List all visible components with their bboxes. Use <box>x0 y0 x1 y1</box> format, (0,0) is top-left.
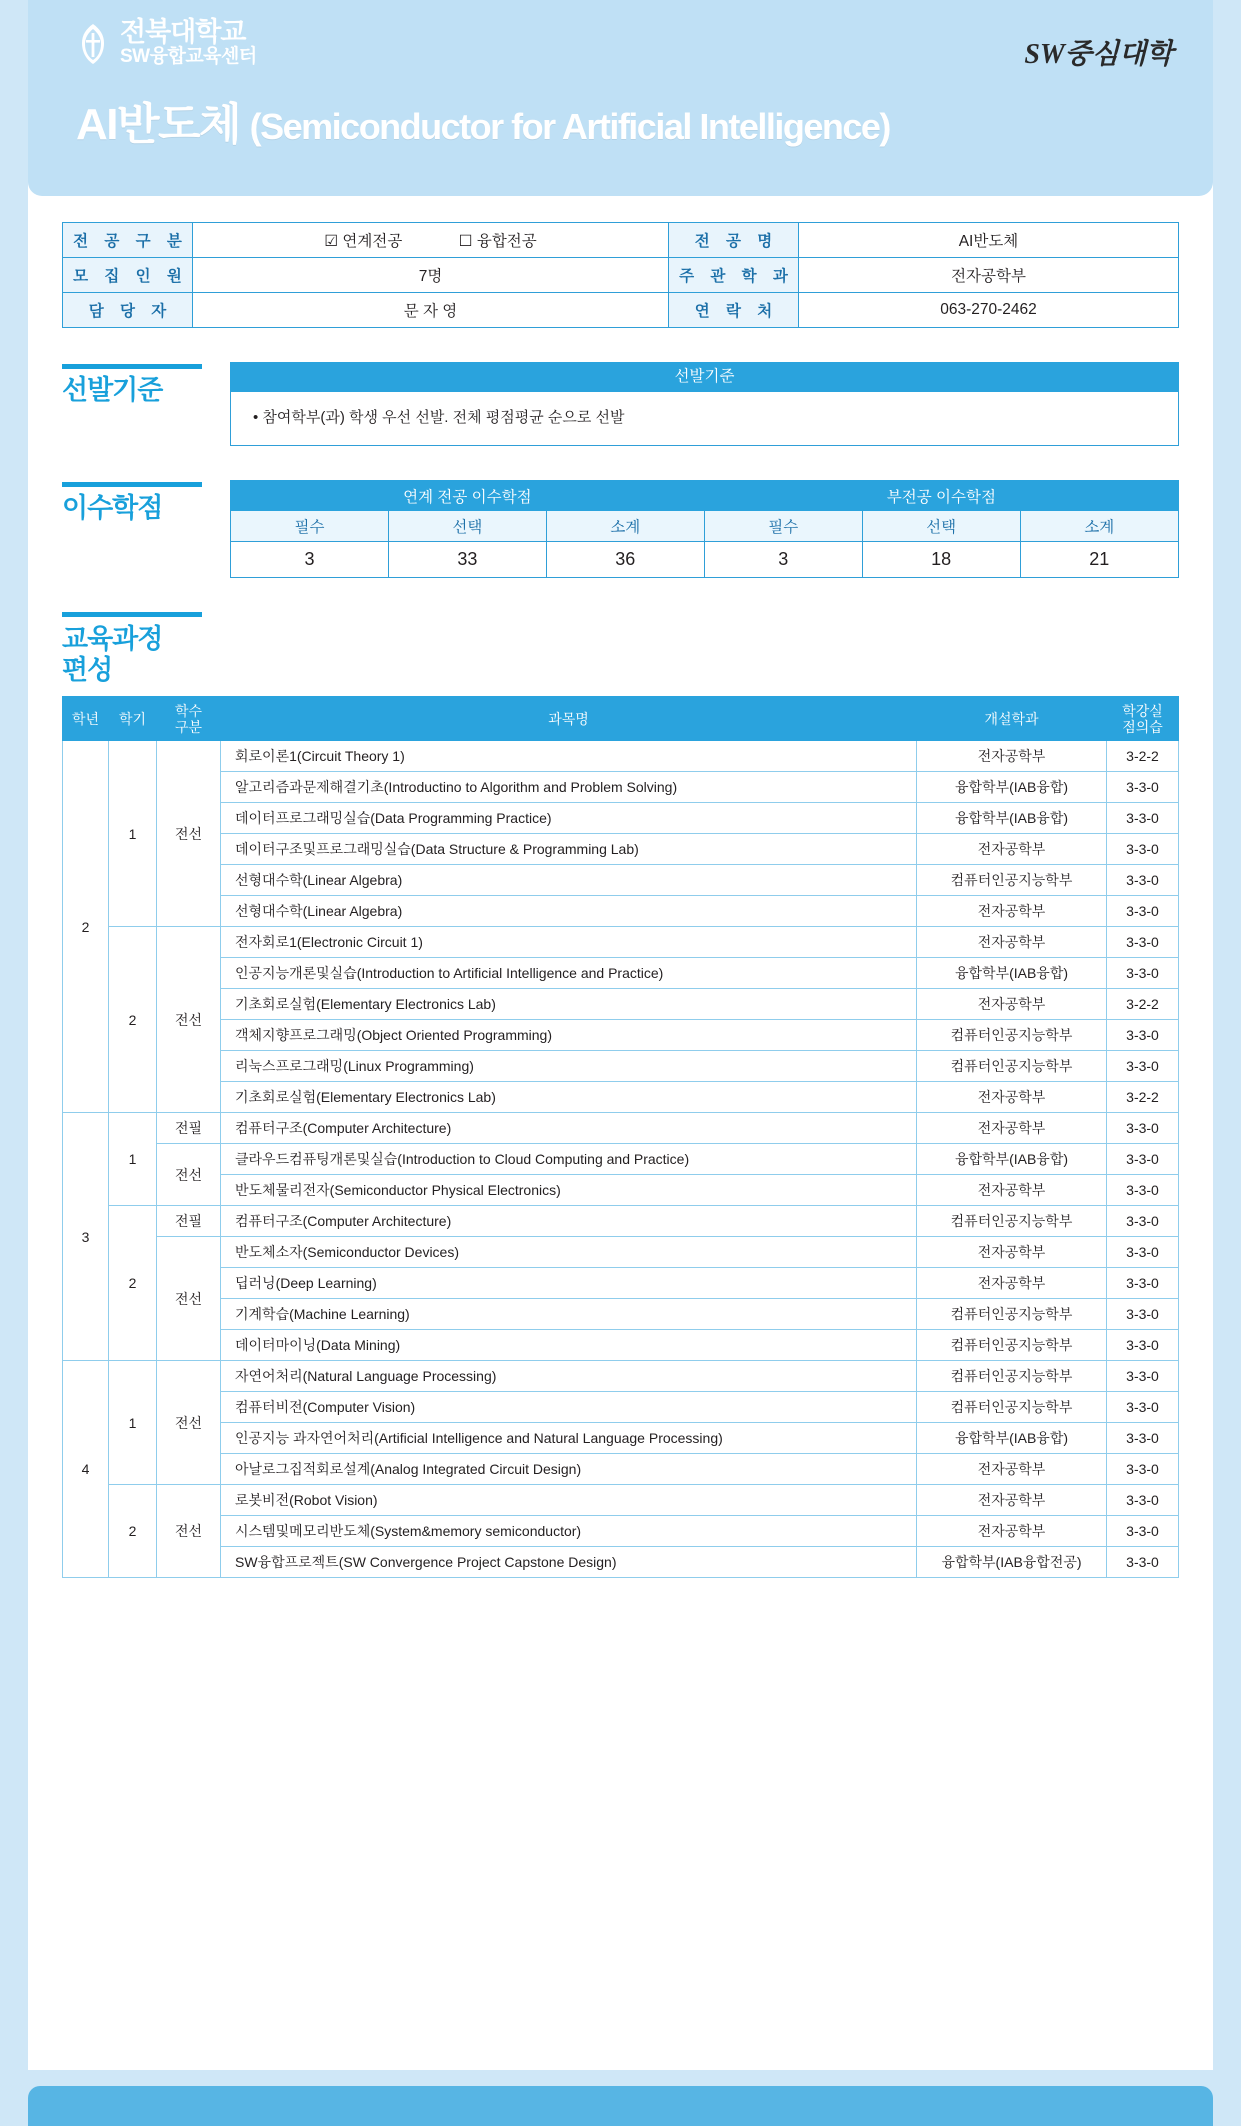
section-bar <box>62 364 202 369</box>
credits-subheader-4: 선택 <box>862 511 1020 542</box>
cell-type: 전선 <box>157 1144 221 1206</box>
value-manager: 문 자 영 <box>193 293 669 328</box>
cell-subject: 컴퓨터구조(Computer Architecture) <box>221 1206 917 1237</box>
cell-type: 전선 <box>157 741 221 927</box>
footer-accent-bar <box>28 2086 1213 2126</box>
table-row <box>63 896 1179 927</box>
table-row <box>63 1113 1179 1144</box>
cell-semester: 1 <box>109 1113 157 1206</box>
table-row <box>63 1547 1179 1578</box>
cell-dept: 융합학부(IAB융합) <box>917 958 1107 989</box>
credits-subheader-row <box>231 511 1179 542</box>
section-bar <box>62 612 202 617</box>
curriculum-section-title <box>62 624 1179 686</box>
cell-dept: 융합학부(IAB융합) <box>917 772 1107 803</box>
cell-credit: 3-3-0 <box>1107 1299 1179 1330</box>
selection-criteria-text: • 참여학부(과) 학생 우선 선발. 전체 평점평균 순으로 선발 <box>230 392 1179 446</box>
credits-value-5: 21 <box>1020 542 1178 578</box>
table-row <box>63 1206 1179 1237</box>
cell-subject: 기초회로실험(Elementary Electronics Lab) <box>221 1082 917 1113</box>
curriculum-body <box>63 741 1179 1578</box>
cell-type: 전필 <box>157 1113 221 1144</box>
credits-title-wrap <box>62 480 230 524</box>
credits-value-2: 36 <box>546 542 704 578</box>
credits-group-minor: 부전공 이수학점 <box>704 481 1178 511</box>
cell-subject: 알고리즘과문제해결기초(Introductino to Algorithm and Problem Solving) <box>221 772 917 803</box>
cell-subject: 선형대수학(Linear Algebra) <box>221 896 917 927</box>
header-credit: 학강실 점의습 <box>1107 697 1179 741</box>
credits-group-header-row <box>231 481 1179 511</box>
cell-subject: 아날로그집적회로설계(Analog Integrated Circuit Design) <box>221 1454 917 1485</box>
curriculum-section <box>62 612 1179 1578</box>
cell-subject: 전자회로1(Electronic Circuit 1) <box>221 927 917 958</box>
cell-dept: 전자공학부 <box>917 741 1107 772</box>
footer-bar <box>0 2070 1241 2126</box>
selection-section-title: 선발기준 <box>62 375 163 405</box>
checkbox-linked-major[interactable]: ☑ 연계전공 <box>324 233 403 250</box>
credits-subheader-1: 선택 <box>388 511 546 542</box>
cell-grade: 3 <box>63 1113 109 1361</box>
cell-dept: 컴퓨터인공지능학부 <box>917 1206 1107 1237</box>
cell-credit: 3-3-0 <box>1107 1206 1179 1237</box>
cell-dept: 전자공학부 <box>917 1082 1107 1113</box>
cell-subject: 객체지향프로그래밍(Object Oriented Programming) <box>221 1020 917 1051</box>
cell-subject: 선형대수학(Linear Algebra) <box>221 865 917 896</box>
cell-credit: 3-3-0 <box>1107 1454 1179 1485</box>
cell-type: 전선 <box>157 1485 221 1578</box>
label-quota: 모 집 인 원 <box>63 258 193 293</box>
label-manager: 담 당 자 <box>63 293 193 328</box>
table-row <box>63 223 1179 258</box>
cell-semester: 2 <box>109 1485 157 1578</box>
section-bar <box>62 482 202 487</box>
cell-subject: 반도체물리전자(Semiconductor Physical Electronics) <box>221 1175 917 1206</box>
credits-value-3: 3 <box>704 542 862 578</box>
cell-credit: 3-3-0 <box>1107 1423 1179 1454</box>
header-course-type: 학수 구분 <box>157 697 221 741</box>
table-row <box>63 1299 1179 1330</box>
cell-dept: 전자공학부 <box>917 1237 1107 1268</box>
credits-value-1: 33 <box>388 542 546 578</box>
header-dept: 개설학과 <box>917 697 1107 741</box>
cell-credit: 3-3-0 <box>1107 1330 1179 1361</box>
checkbox-convergence-major[interactable]: ☐ 융합전공 <box>458 233 537 250</box>
table-row <box>63 1237 1179 1268</box>
cell-subject: 데이터구조및프로그래밍실습(Data Structure & Programming Lab) <box>221 834 917 865</box>
header-top-row <box>76 18 1173 72</box>
cell-credit: 3-3-0 <box>1107 803 1179 834</box>
cell-dept: 전자공학부 <box>917 1454 1107 1485</box>
value-major-name: AI반도체 <box>799 223 1179 258</box>
cell-type: 전선 <box>157 1361 221 1485</box>
cell-credit: 3-3-0 <box>1107 834 1179 865</box>
cell-subject: 데이터프로그래밍실습(Data Programming Practice) <box>221 803 917 834</box>
cell-dept: 전자공학부 <box>917 1175 1107 1206</box>
cell-dept: 컴퓨터인공지능학부 <box>917 1051 1107 1082</box>
table-row <box>63 1330 1179 1361</box>
table-row <box>63 741 1179 772</box>
table-row <box>63 1082 1179 1113</box>
cell-subject: 기초회로실험(Elementary Electronics Lab) <box>221 989 917 1020</box>
cell-dept: 전자공학부 <box>917 989 1107 1020</box>
cell-credit: 3-3-0 <box>1107 1020 1179 1051</box>
university-logo-text <box>120 18 257 69</box>
cell-credit: 3-3-0 <box>1107 927 1179 958</box>
page-header <box>28 0 1213 196</box>
table-row <box>63 1392 1179 1423</box>
table-row <box>63 958 1179 989</box>
label-major-type: 전 공 구 분 <box>63 223 193 258</box>
header-semester: 학기 <box>109 697 157 741</box>
table-row <box>63 772 1179 803</box>
center-name: SW융합교육센터 <box>120 46 257 68</box>
curriculum-table <box>62 696 1179 1578</box>
cell-credit: 3-3-0 <box>1107 1516 1179 1547</box>
major-info-table <box>62 222 1179 328</box>
table-row <box>63 1516 1179 1547</box>
cell-subject: 회로이론1(Circuit Theory 1) <box>221 741 917 772</box>
table-row <box>63 1361 1179 1392</box>
curriculum-header-row <box>63 697 1179 741</box>
cell-semester: 1 <box>109 1361 157 1485</box>
credits-section <box>62 480 1179 578</box>
university-emblem-icon <box>76 22 110 66</box>
cell-dept: 컴퓨터인공지능학부 <box>917 1020 1107 1051</box>
selection-section-head <box>62 362 1179 446</box>
page-title-english: (Semiconductor for Artificial Intelligence) <box>249 106 890 147</box>
table-row <box>63 989 1179 1020</box>
cell-subject: 컴퓨터구조(Computer Architecture) <box>221 1113 917 1144</box>
cell-credit: 3-3-0 <box>1107 865 1179 896</box>
cell-subject: 시스템및메모리반도체(System&memory semiconductor) <box>221 1516 917 1547</box>
cell-grade: 2 <box>63 741 109 1113</box>
page-content <box>28 196 1213 1578</box>
credits-table <box>230 480 1179 578</box>
credits-value-4: 18 <box>862 542 1020 578</box>
cell-dept: 융합학부(IAB융합) <box>917 803 1107 834</box>
value-quota: 7명 <box>193 258 669 293</box>
table-row <box>63 258 1179 293</box>
header-subject: 과목명 <box>221 697 917 741</box>
credits-subheader-0: 필수 <box>231 511 389 542</box>
value-host-dept: 전자공학부 <box>799 258 1179 293</box>
table-row <box>63 1454 1179 1485</box>
cell-dept: 융합학부(IAB융합) <box>917 1144 1107 1175</box>
credits-section-body <box>230 480 1179 578</box>
cell-credit: 3-3-0 <box>1107 1237 1179 1268</box>
table-row <box>63 803 1179 834</box>
cell-dept: 전자공학부 <box>917 896 1107 927</box>
university-name: 전북대학교 <box>120 17 246 47</box>
credits-subheader-2: 소계 <box>546 511 704 542</box>
cell-semester: 2 <box>109 1206 157 1361</box>
cell-credit: 3-3-0 <box>1107 1392 1179 1423</box>
cell-dept: 컴퓨터인공지능학부 <box>917 1361 1107 1392</box>
selection-section-body <box>230 362 1179 446</box>
cell-subject: 로봇비전(Robot Vision) <box>221 1485 917 1516</box>
right-rail <box>1213 0 1241 2126</box>
left-rail <box>0 0 28 2126</box>
table-row <box>63 1175 1179 1206</box>
page-title-korean: AI반도체 <box>76 100 241 149</box>
cell-subject: 컴퓨터비전(Computer Vision) <box>221 1392 917 1423</box>
credits-section-title: 이수학점 <box>62 493 163 523</box>
cell-credit: 3-2-2 <box>1107 1082 1179 1113</box>
cell-credit: 3-3-0 <box>1107 1175 1179 1206</box>
table-row <box>63 1423 1179 1454</box>
cell-dept: 전자공학부 <box>917 927 1107 958</box>
credits-subheader-5: 소계 <box>1020 511 1178 542</box>
table-row <box>63 1144 1179 1175</box>
cell-dept: 컴퓨터인공지능학부 <box>917 865 1107 896</box>
credits-value-0: 3 <box>231 542 389 578</box>
cell-credit: 3-3-0 <box>1107 1113 1179 1144</box>
cell-subject: 인공지능개론및실습(Introduction to Artificial Intelligence and Practice) <box>221 958 917 989</box>
cell-dept: 전자공학부 <box>917 1516 1107 1547</box>
value-contact: 063-270-2462 <box>799 293 1179 328</box>
cell-subject: 반도체소자(Semiconductor Devices) <box>221 1237 917 1268</box>
table-row <box>63 1485 1179 1516</box>
table-row <box>63 1020 1179 1051</box>
cell-credit: 3-3-0 <box>1107 1144 1179 1175</box>
cell-subject: SW융합프로젝트(SW Convergence Project Capstone Design) <box>221 1547 917 1578</box>
cell-dept: 융합학부(IAB융합) <box>917 1423 1107 1454</box>
cell-credit: 3-3-0 <box>1107 958 1179 989</box>
cell-dept: 전자공학부 <box>917 834 1107 865</box>
cell-type: 전선 <box>157 1237 221 1361</box>
cell-dept: 융합학부(IAB융합전공) <box>917 1547 1107 1578</box>
cell-dept: 전자공학부 <box>917 1113 1107 1144</box>
header-grade: 학년 <box>63 697 109 741</box>
cell-subject: 딥러닝(Deep Learning) <box>221 1268 917 1299</box>
cell-subject: 기계학습(Machine Learning) <box>221 1299 917 1330</box>
label-contact: 연 락 처 <box>669 293 799 328</box>
cell-credit: 3-2-2 <box>1107 741 1179 772</box>
selection-table-header: 선발기준 <box>230 362 1179 392</box>
cell-credit: 3-3-0 <box>1107 1361 1179 1392</box>
table-row <box>63 834 1179 865</box>
credits-group-linked: 연계 전공 이수학점 <box>231 481 705 511</box>
value-major-type <box>193 223 669 258</box>
credits-subheader-3: 필수 <box>704 511 862 542</box>
cell-subject: 데이터마이닝(Data Mining) <box>221 1330 917 1361</box>
cell-credit: 3-3-0 <box>1107 1547 1179 1578</box>
cell-dept: 컴퓨터인공지능학부 <box>917 1299 1107 1330</box>
cell-subject: 자연어처리(Natural Language Processing) <box>221 1361 917 1392</box>
sw-brand-logo: SW중심대학 <box>1024 39 1173 70</box>
selection-section <box>62 362 1179 446</box>
credits-value-row <box>231 542 1179 578</box>
cell-credit: 3-3-0 <box>1107 1268 1179 1299</box>
cell-dept: 전자공학부 <box>917 1485 1107 1516</box>
cell-type: 전필 <box>157 1206 221 1237</box>
cell-dept: 컴퓨터인공지능학부 <box>917 1330 1107 1361</box>
label-host-dept: 주 관 학 과 <box>669 258 799 293</box>
cell-semester: 2 <box>109 927 157 1113</box>
selection-title-wrap <box>62 362 230 406</box>
university-logo <box>76 18 257 69</box>
cell-credit: 3-3-0 <box>1107 896 1179 927</box>
cell-credit: 3-3-0 <box>1107 772 1179 803</box>
cell-semester: 1 <box>109 741 157 927</box>
table-row <box>63 1051 1179 1082</box>
cell-credit: 3-3-0 <box>1107 1051 1179 1082</box>
cell-subject: 리눅스프로그래밍(Linux Programming) <box>221 1051 917 1082</box>
table-row <box>63 293 1179 328</box>
cell-credit: 3-3-0 <box>1107 1485 1179 1516</box>
page-title <box>76 88 1173 152</box>
cell-credit: 3-2-2 <box>1107 989 1179 1020</box>
cell-dept: 컴퓨터인공지능학부 <box>917 1392 1107 1423</box>
cell-dept: 전자공학부 <box>917 1268 1107 1299</box>
table-row <box>63 1268 1179 1299</box>
table-row <box>63 927 1179 958</box>
table-row <box>63 865 1179 896</box>
label-major-name: 전 공 명 <box>669 223 799 258</box>
credits-section-head <box>62 480 1179 578</box>
cell-subject: 클라우드컴퓨팅개론및실습(Introduction to Cloud Computing and Practice) <box>221 1144 917 1175</box>
cell-subject: 인공지능 과자연어처리(Artificial Intelligence and Natural Language Processing) <box>221 1423 917 1454</box>
cell-type: 전선 <box>157 927 221 1113</box>
curriculum-title-line2: 편성 <box>62 655 113 686</box>
cell-grade: 4 <box>63 1361 109 1578</box>
curriculum-title-line1: 교육과정 <box>62 624 163 654</box>
